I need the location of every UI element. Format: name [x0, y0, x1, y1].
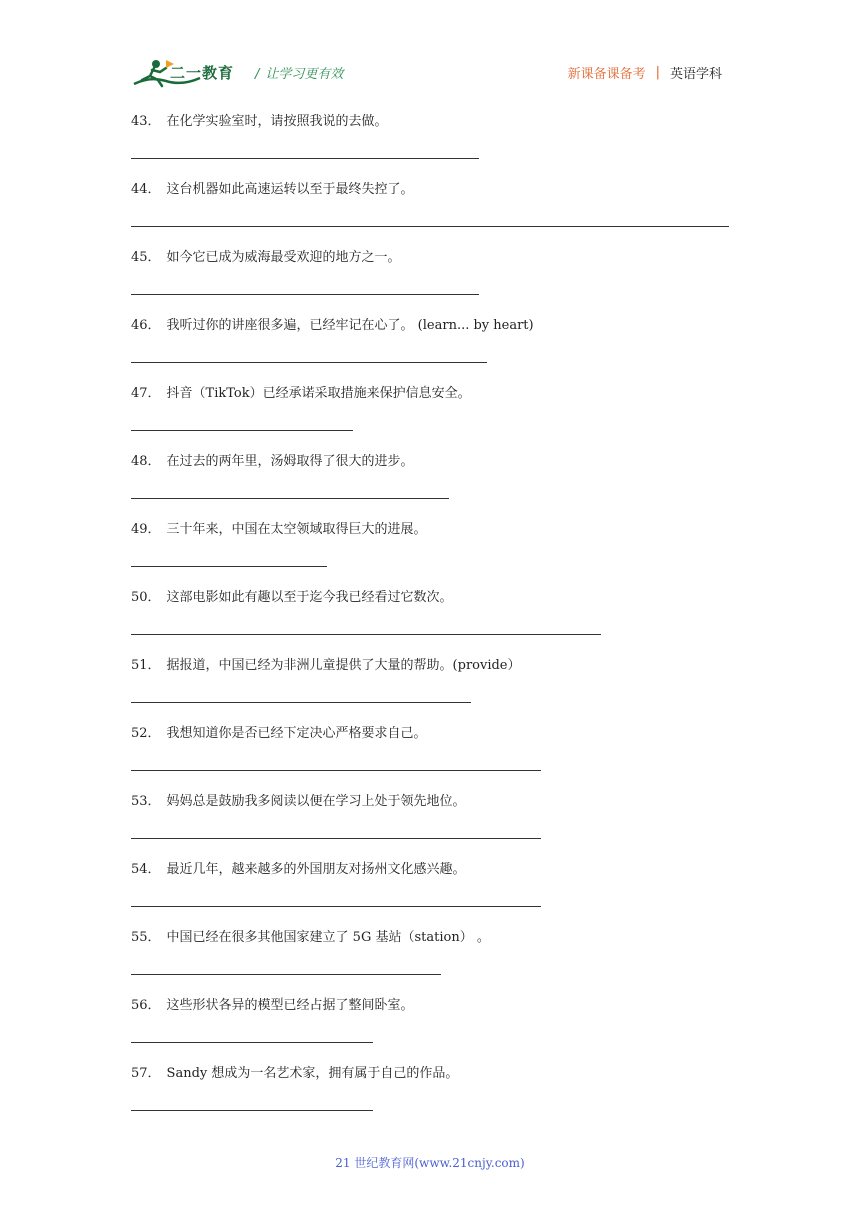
question-item [131, 792, 751, 860]
answer-line[interactable] [131, 770, 541, 771]
slogan [255, 63, 343, 82]
question-text [131, 248, 751, 268]
question-item [131, 248, 751, 316]
page-footer: 21 世纪教育网(www.21cnjy.com) [335, 1156, 525, 1170]
slogan-slash: / [255, 67, 260, 82]
question-text [131, 656, 751, 676]
question-item [131, 452, 751, 520]
question-text [131, 724, 751, 744]
question-prompt: 这些形状各异的模型已经占据了整间卧室。 [166, 998, 414, 1013]
answer-line[interactable] [131, 226, 729, 227]
question-text [131, 112, 751, 132]
subject-label: 英语学科 [669, 67, 722, 82]
question-number: 57． [131, 1066, 161, 1081]
question-text [131, 860, 751, 880]
question-text [131, 928, 751, 948]
question-item [131, 520, 751, 588]
question-number: 52． [131, 726, 161, 741]
question-item [131, 928, 751, 996]
question-prompt: 这台机器如此高速运转以至于最终失控了。 [166, 182, 414, 197]
logo-text: 二一教育 [170, 64, 235, 82]
question-prompt: 如今它已成为威海最受欢迎的地方之一。 [166, 250, 401, 265]
question-prompt: 我听过你的讲座很多遍，已经牢记在心了。 (learn... by heart) [166, 318, 534, 333]
question-number: 54． [131, 862, 161, 877]
question-number: 44． [131, 182, 161, 197]
question-prompt: 这部电影如此有趣以至于迄今我已经看过它数次。 [166, 590, 453, 605]
answer-line[interactable] [131, 838, 541, 839]
slogan-text: 让学习更有效 [265, 67, 344, 82]
question-number: 51． [131, 658, 161, 673]
answer-line[interactable] [131, 1110, 373, 1111]
course-label: 新课备课备考 [567, 67, 646, 82]
header-divider: | [655, 65, 660, 80]
answer-line[interactable] [131, 702, 471, 703]
answer-line[interactable] [131, 906, 541, 907]
answer-line[interactable] [131, 634, 601, 635]
question-text [131, 452, 751, 472]
question-item [131, 1064, 751, 1132]
question-number: 49． [131, 522, 161, 537]
question-number: 46． [131, 318, 161, 333]
question-item [131, 860, 751, 928]
question-item [131, 112, 751, 180]
question-prompt: 在化学实验室时，请按照我说的去做。 [166, 114, 388, 129]
question-item [131, 996, 751, 1064]
question-text [131, 588, 751, 608]
page-header [0, 0, 860, 100]
question-item [131, 724, 751, 792]
answer-line[interactable] [131, 430, 353, 431]
question-number: 53． [131, 794, 161, 809]
question-number: 48． [131, 454, 161, 469]
question-text [131, 180, 751, 200]
question-item [131, 656, 751, 724]
answer-line[interactable] [131, 294, 479, 295]
question-prompt: 三十年来，中国在太空领域取得巨大的进展。 [166, 522, 427, 537]
question-text [131, 316, 751, 336]
answer-line[interactable] [131, 1042, 373, 1043]
question-item [131, 384, 751, 452]
answer-line[interactable] [131, 362, 487, 363]
question-item [131, 316, 751, 384]
question-text [131, 520, 751, 540]
answer-line[interactable] [131, 158, 479, 159]
question-number: 50． [131, 590, 161, 605]
question-item [131, 588, 751, 656]
question-prompt: 最近几年，越来越多的外国朋友对扬州文化感兴趣。 [166, 862, 466, 877]
answer-line[interactable] [131, 498, 449, 499]
question-text [131, 1064, 751, 1084]
question-prompt: Sandy 想成为一名艺术家，拥有属于自己的作品。 [166, 1066, 459, 1081]
question-prompt: 中国已经在很多其他国家建立了 5G 基站（station） 。 [166, 930, 490, 945]
question-text [131, 996, 751, 1016]
question-list [131, 112, 751, 1132]
answer-line[interactable] [131, 566, 327, 567]
question-prompt: 妈妈总是鼓励我多阅读以便在学习上处于领先地位。 [166, 794, 466, 809]
question-text [131, 384, 751, 404]
question-number: 47． [131, 386, 161, 401]
question-prompt: 我想知道你是否已经下定决心严格要求自己。 [166, 726, 427, 741]
header-right [568, 63, 722, 82]
question-prompt: 抖音（TikTok）已经承诺采取措施来保护信息安全。 [166, 386, 471, 401]
question-prompt: 据报道，中国已经为非洲儿童提供了大量的帮助。(provide） [166, 658, 521, 673]
question-item [131, 180, 751, 248]
question-number: 45． [131, 250, 161, 265]
question-number: 56． [131, 998, 161, 1013]
question-text [131, 792, 751, 812]
question-prompt: 在过去的两年里，汤姆取得了很大的进步。 [166, 454, 414, 469]
answer-line[interactable] [131, 974, 441, 975]
question-number: 55． [131, 930, 161, 945]
question-number: 43． [131, 114, 161, 129]
